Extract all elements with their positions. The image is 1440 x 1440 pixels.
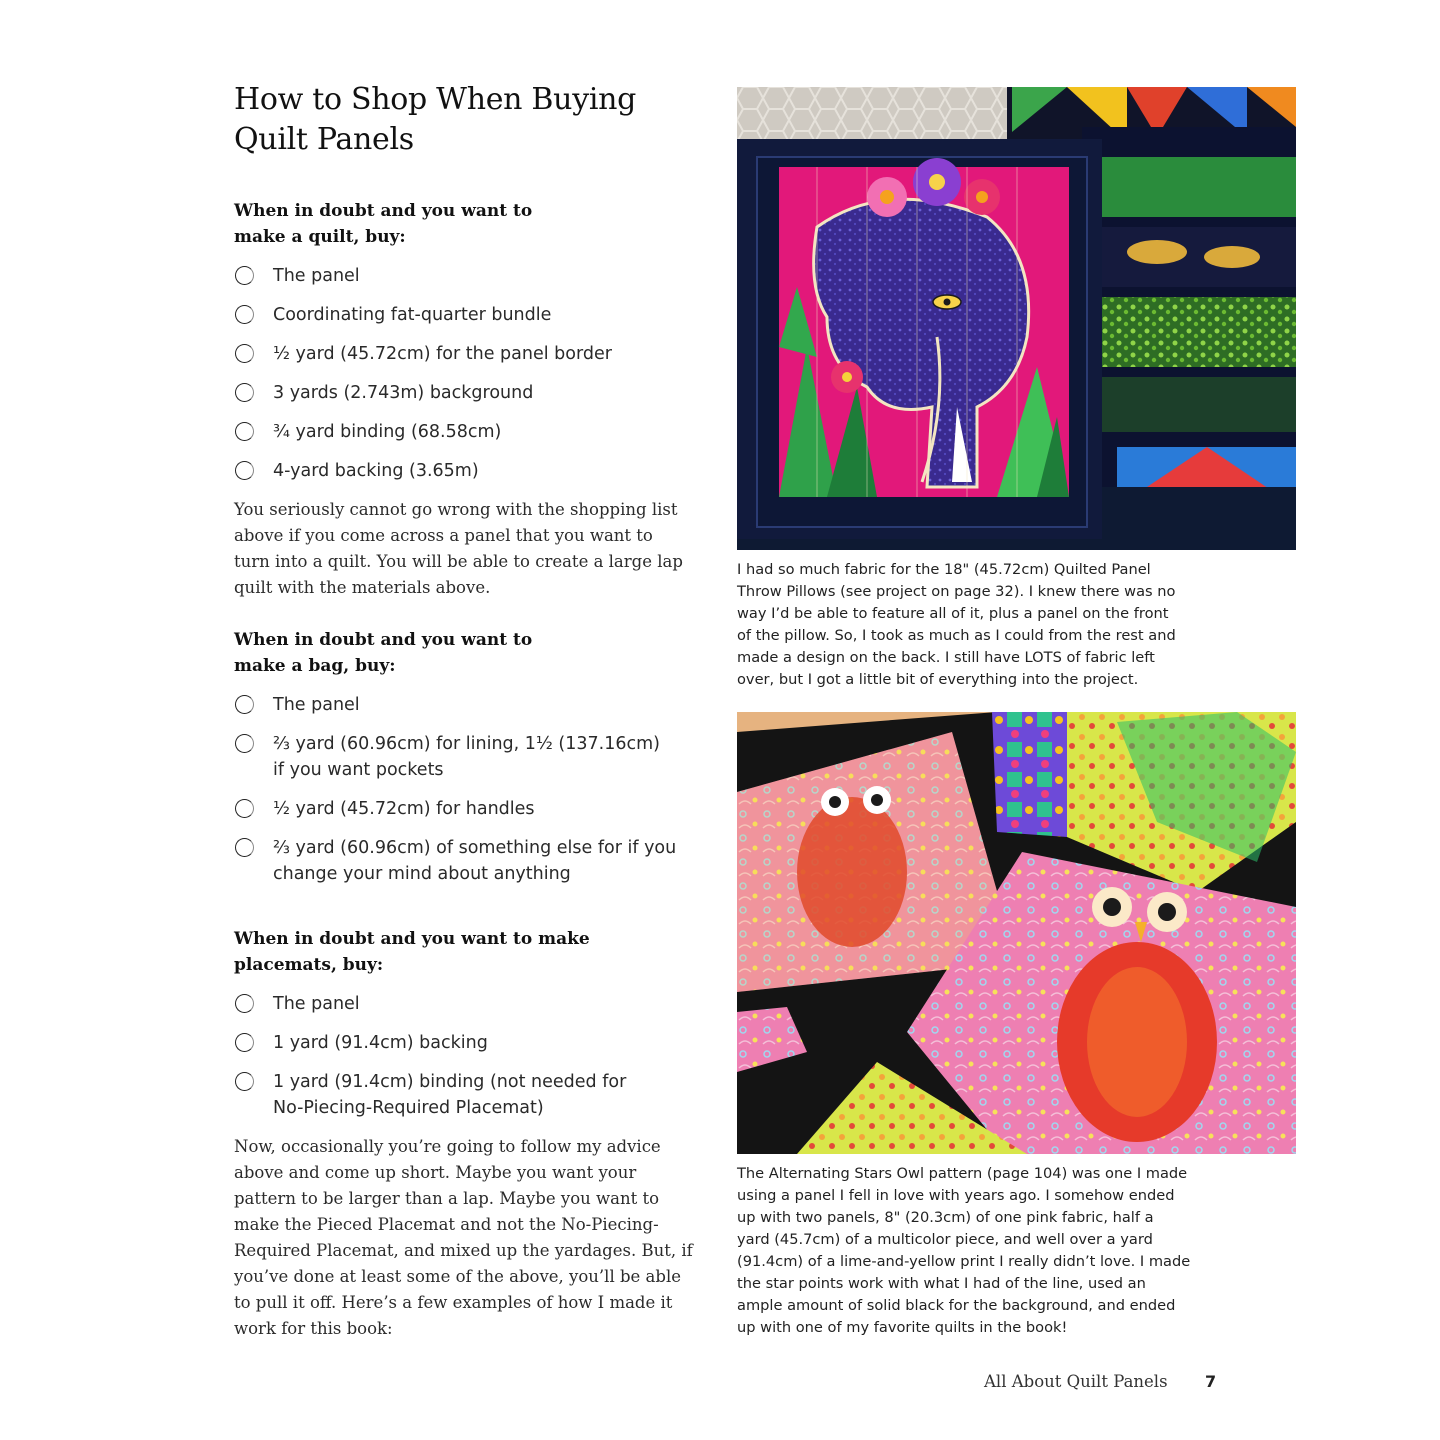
caption-line: The Alternating Stars Owl pattern (page 104) was one I made [737,1165,1188,1182]
checkbox-circle-icon[interactable] [235,838,254,857]
checklist-item-label: ½ yard (45.72cm) for the panel border [273,344,612,364]
pillows-photo-caption [737,559,1217,691]
paragraph-line: Now, occasionally you’re going to follow my advice [234,1137,661,1156]
pillows-photo [737,87,1296,550]
checklist-item-label: The panel [273,695,360,715]
owl-quilt-photo [737,712,1296,1154]
paragraph-line: to pull it off. Here’s a few examples of how I made it [234,1293,673,1312]
checkbox-circle-icon[interactable] [235,994,254,1013]
section-heading-line: When in doubt and you want to [234,630,533,650]
section-heading-bag [234,627,704,679]
section-heading-placemats [234,926,704,978]
checklist-item-label: No-Piecing-Required Placemat) [273,1098,544,1118]
body-paragraph [234,1134,709,1342]
checkbox-circle-icon[interactable] [235,1072,254,1091]
paragraph-line: work for this book: [234,1319,393,1338]
caption-line: over, but I got a little bit of everything into the project. [737,671,1139,688]
page-title-line: How to Shop When Buying [234,82,637,117]
caption-line: up with one of my favorite quilts in the book! [737,1319,1068,1336]
checklist-placemats [234,991,704,1121]
checklist-item[interactable] [234,1030,704,1056]
section-heading-quilt [234,198,704,250]
checklist-item[interactable] [234,458,704,484]
section-heading-line: When in doubt and you want to [234,201,533,221]
caption-line: of the pillow. So, I took as much as I could from the rest and [737,627,1176,644]
checklist-item-label: ¾ yard binding (68.58cm) [273,422,502,442]
checklist-quilt [234,263,704,484]
checklist-item-label: if you want pockets [273,760,444,780]
paragraph-line: You seriously cannot go wrong with the shopping list [234,500,678,519]
section-heading-line: When in doubt and you want to make [234,929,590,949]
running-footer-title: All About Quilt Panels [984,1372,1168,1391]
paragraph-line: Required Placemat, and mixed up the yardages. But, if [234,1241,693,1260]
paragraph-line: turn into a quilt. You will be able to create a large lap [234,552,683,571]
checkbox-circle-icon[interactable] [235,383,254,402]
paragraph-line: above and come up short. Maybe you want your [234,1163,637,1182]
caption-line: ample amount of solid black for the background, and ended [737,1297,1176,1314]
checklist-item-label: ⅔ yard (60.96cm) of something else for if you [273,838,677,858]
checklist-item[interactable] [234,302,704,328]
checklist-item[interactable] [234,731,704,783]
checklist-item[interactable] [234,796,704,822]
section-heading-line: make a bag, buy: [234,656,396,676]
section-heading-line: placemats, buy: [234,955,384,975]
owl-quilt-photo-illustration [737,712,1296,1154]
checklist-item-label: 1 yard (91.4cm) binding (not needed for [273,1072,627,1092]
checkbox-circle-icon[interactable] [235,695,254,714]
paragraph-line: above if you come across a panel that you want to [234,526,653,545]
checkbox-circle-icon[interactable] [235,344,254,363]
checklist-item[interactable] [234,991,704,1017]
checklist-item[interactable] [234,380,704,406]
checkbox-circle-icon[interactable] [235,799,254,818]
checklist-item[interactable] [234,419,704,445]
checklist-item-label: The panel [273,994,360,1014]
checklist-item-label: 1 yard (91.4cm) backing [273,1033,488,1053]
caption-line: (91.4cm) of a lime-and-yellow print I really didn’t love. I made [737,1253,1191,1270]
paragraph-line: you’ve done at least some of the above, you’ll be able [234,1267,681,1286]
caption-line: Throw Pillows (see project on page 32). I knew there was no [737,583,1176,600]
pillows-photo-illustration [737,87,1296,550]
page-title-line: Quilt Panels [234,122,414,157]
caption-line: I had so much fabric for the 18" (45.72cm) Quilted Panel [737,561,1151,578]
checklist-item[interactable] [234,341,704,367]
checkbox-circle-icon[interactable] [235,266,254,285]
paragraph-line: make the Pieced Placemat and not the No-Piecing- [234,1215,659,1234]
checklist-item[interactable] [234,835,704,887]
paragraph-line: pattern to be larger than a lap. Maybe you want to [234,1189,660,1208]
checklist-item-label: Coordinating fat-quarter bundle [273,305,552,325]
checklist-item[interactable] [234,263,704,289]
checkbox-circle-icon[interactable] [235,734,254,753]
section-heading-line: make a quilt, buy: [234,227,406,247]
checklist-item[interactable] [234,1069,704,1121]
caption-line: up with two panels, 8" (20.3cm) of one pink fabric, half a [737,1209,1154,1226]
checklist-item-label: 4-yard backing (3.65m) [273,461,479,481]
caption-line: way I’d be able to feature all of it, plus a panel on the front [737,605,1169,622]
owl-quilt-photo-caption [737,1163,1217,1339]
caption-line: the star points work with what I had of the line, used an [737,1275,1146,1292]
checkbox-circle-icon[interactable] [235,1033,254,1052]
page-number: 7 [1205,1372,1217,1391]
checklist-item-label: The panel [273,266,360,286]
caption-line: yard (45.7cm) of a multicolor piece, and well over a yard [737,1231,1153,1248]
checklist-item-label: change your mind about anything [273,864,571,884]
checklist-item-label: ½ yard (45.72cm) for handles [273,799,535,819]
page-title [234,80,704,160]
paragraph-line: quilt with the materials above. [234,578,491,597]
caption-line: using a panel I fell in love with years ago. I somehow ended [737,1187,1175,1204]
checklist-bag [234,692,704,887]
checkbox-circle-icon[interactable] [235,461,254,480]
checklist-item-label: ⅔ yard (60.96cm) for lining, 1½ (137.16cm) [273,734,660,754]
checkbox-circle-icon[interactable] [235,422,254,441]
checkbox-circle-icon[interactable] [235,305,254,324]
checklist-item[interactable] [234,692,704,718]
caption-line: made a design on the back. I still have LOTS of fabric left [737,649,1155,666]
body-paragraph [234,497,709,601]
checklist-item-label: 3 yards (2.743m) background [273,383,534,403]
